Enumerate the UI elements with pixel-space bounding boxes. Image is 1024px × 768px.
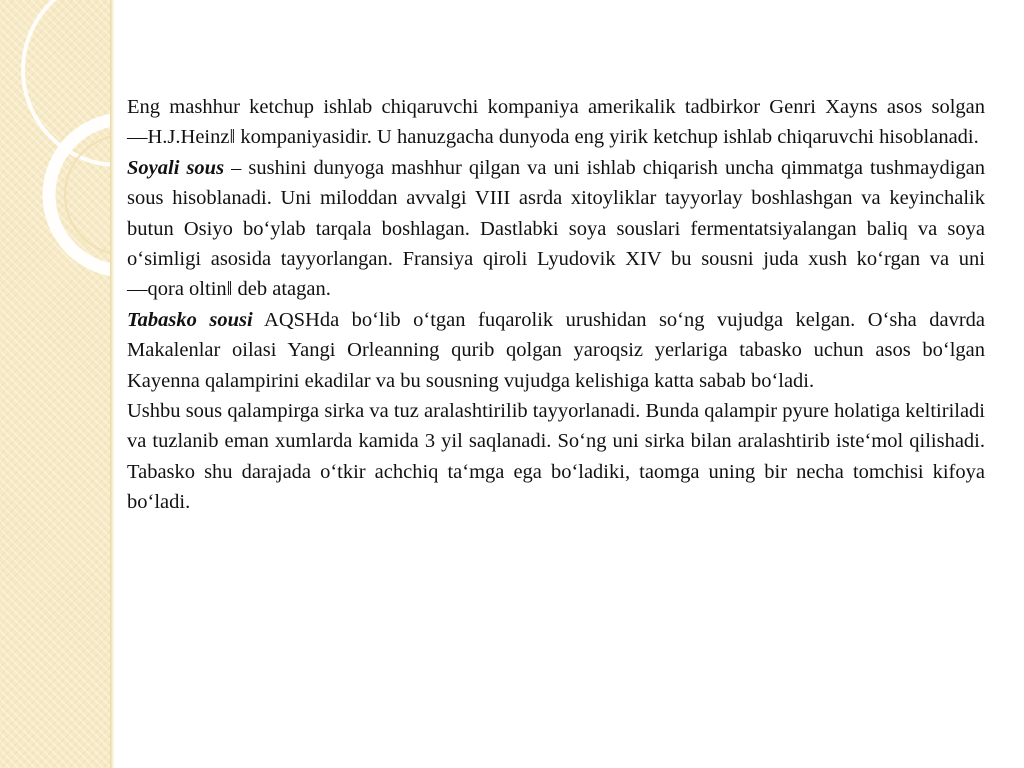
- paragraph-tabasco: [127, 305, 985, 396]
- paragraph-text: – sushini dunyoga mashhur qilgan va uni ishlab chiqarish uncha qimmatga tushmaydigan sous hisoblanadi. Uni miloddan avvalgi VIII asrda xitoyliklar tayyorlay boshlashgan va keyinchalik butun Osiyo bo‘ylab tarqala boshlagan. Dastlabki soya souslari fermentatsiyalangan baliq va soya o‘simligi asosida tayyorlangan. Fransiya qiroli Lyudovik XIV bu sousni juda xush ko‘rgan va uni ―qora oltin‖ deb atagan.: [127, 156, 985, 301]
- side-panel-edge: [110, 0, 115, 768]
- paragraph-text: AQSHda bo‘lib o‘tgan fuqarolik urushidan so‘ng vujudga kelgan. O‘sha davrda Makalenlar oilasi Yangi Orleanning qurib qolgan yaroqsiz yerlariga tabasko uchun asos bo‘lgan Kayenna qalampirini ekadilar va bu sousning vujudga kelishiga katta sabab bo‘ladi.: [127, 308, 986, 392]
- paragraph-term: Tabasko sousi: [127, 308, 253, 331]
- paragraph-text: Ushbu sous qalampirga sirka va tuz aralashtirilib tayyorlanadi. Bunda qalampir pyure holatiga keltiriladi va tuzlanib eman xumlarda kamida 3 yil saqlanadi. So‘ng uni sirka bilan aralashtirib iste‘mol qilishadi. Tabasko shu darajada o‘tkir achchiq ta‘mga ega bo‘ladiki, taomga uning bir necha tomchisi kifoya bo‘ladi.: [127, 400, 985, 514]
- paragraph-soy-sauce: [127, 153, 985, 305]
- paragraph-ketchup: [127, 92, 985, 153]
- paragraph-preparation: [127, 396, 985, 518]
- paragraph-text: Eng mashhur ketchup ishlab chiqaruvchi kompaniya amerikalik tadbirkor Genri Xayns asos solgan ―H.J.Heinz‖ kompaniyasidir. U hanuzgacha dunyoda eng yirik ketchup ishlab chiqaruvchi hisoblanadi.: [127, 96, 985, 149]
- paragraph-term: Soyali sous: [127, 156, 225, 179]
- text-body: [127, 92, 985, 518]
- decorative-side-panel: [0, 0, 112, 768]
- decorative-rings-graphic: [0, 0, 112, 768]
